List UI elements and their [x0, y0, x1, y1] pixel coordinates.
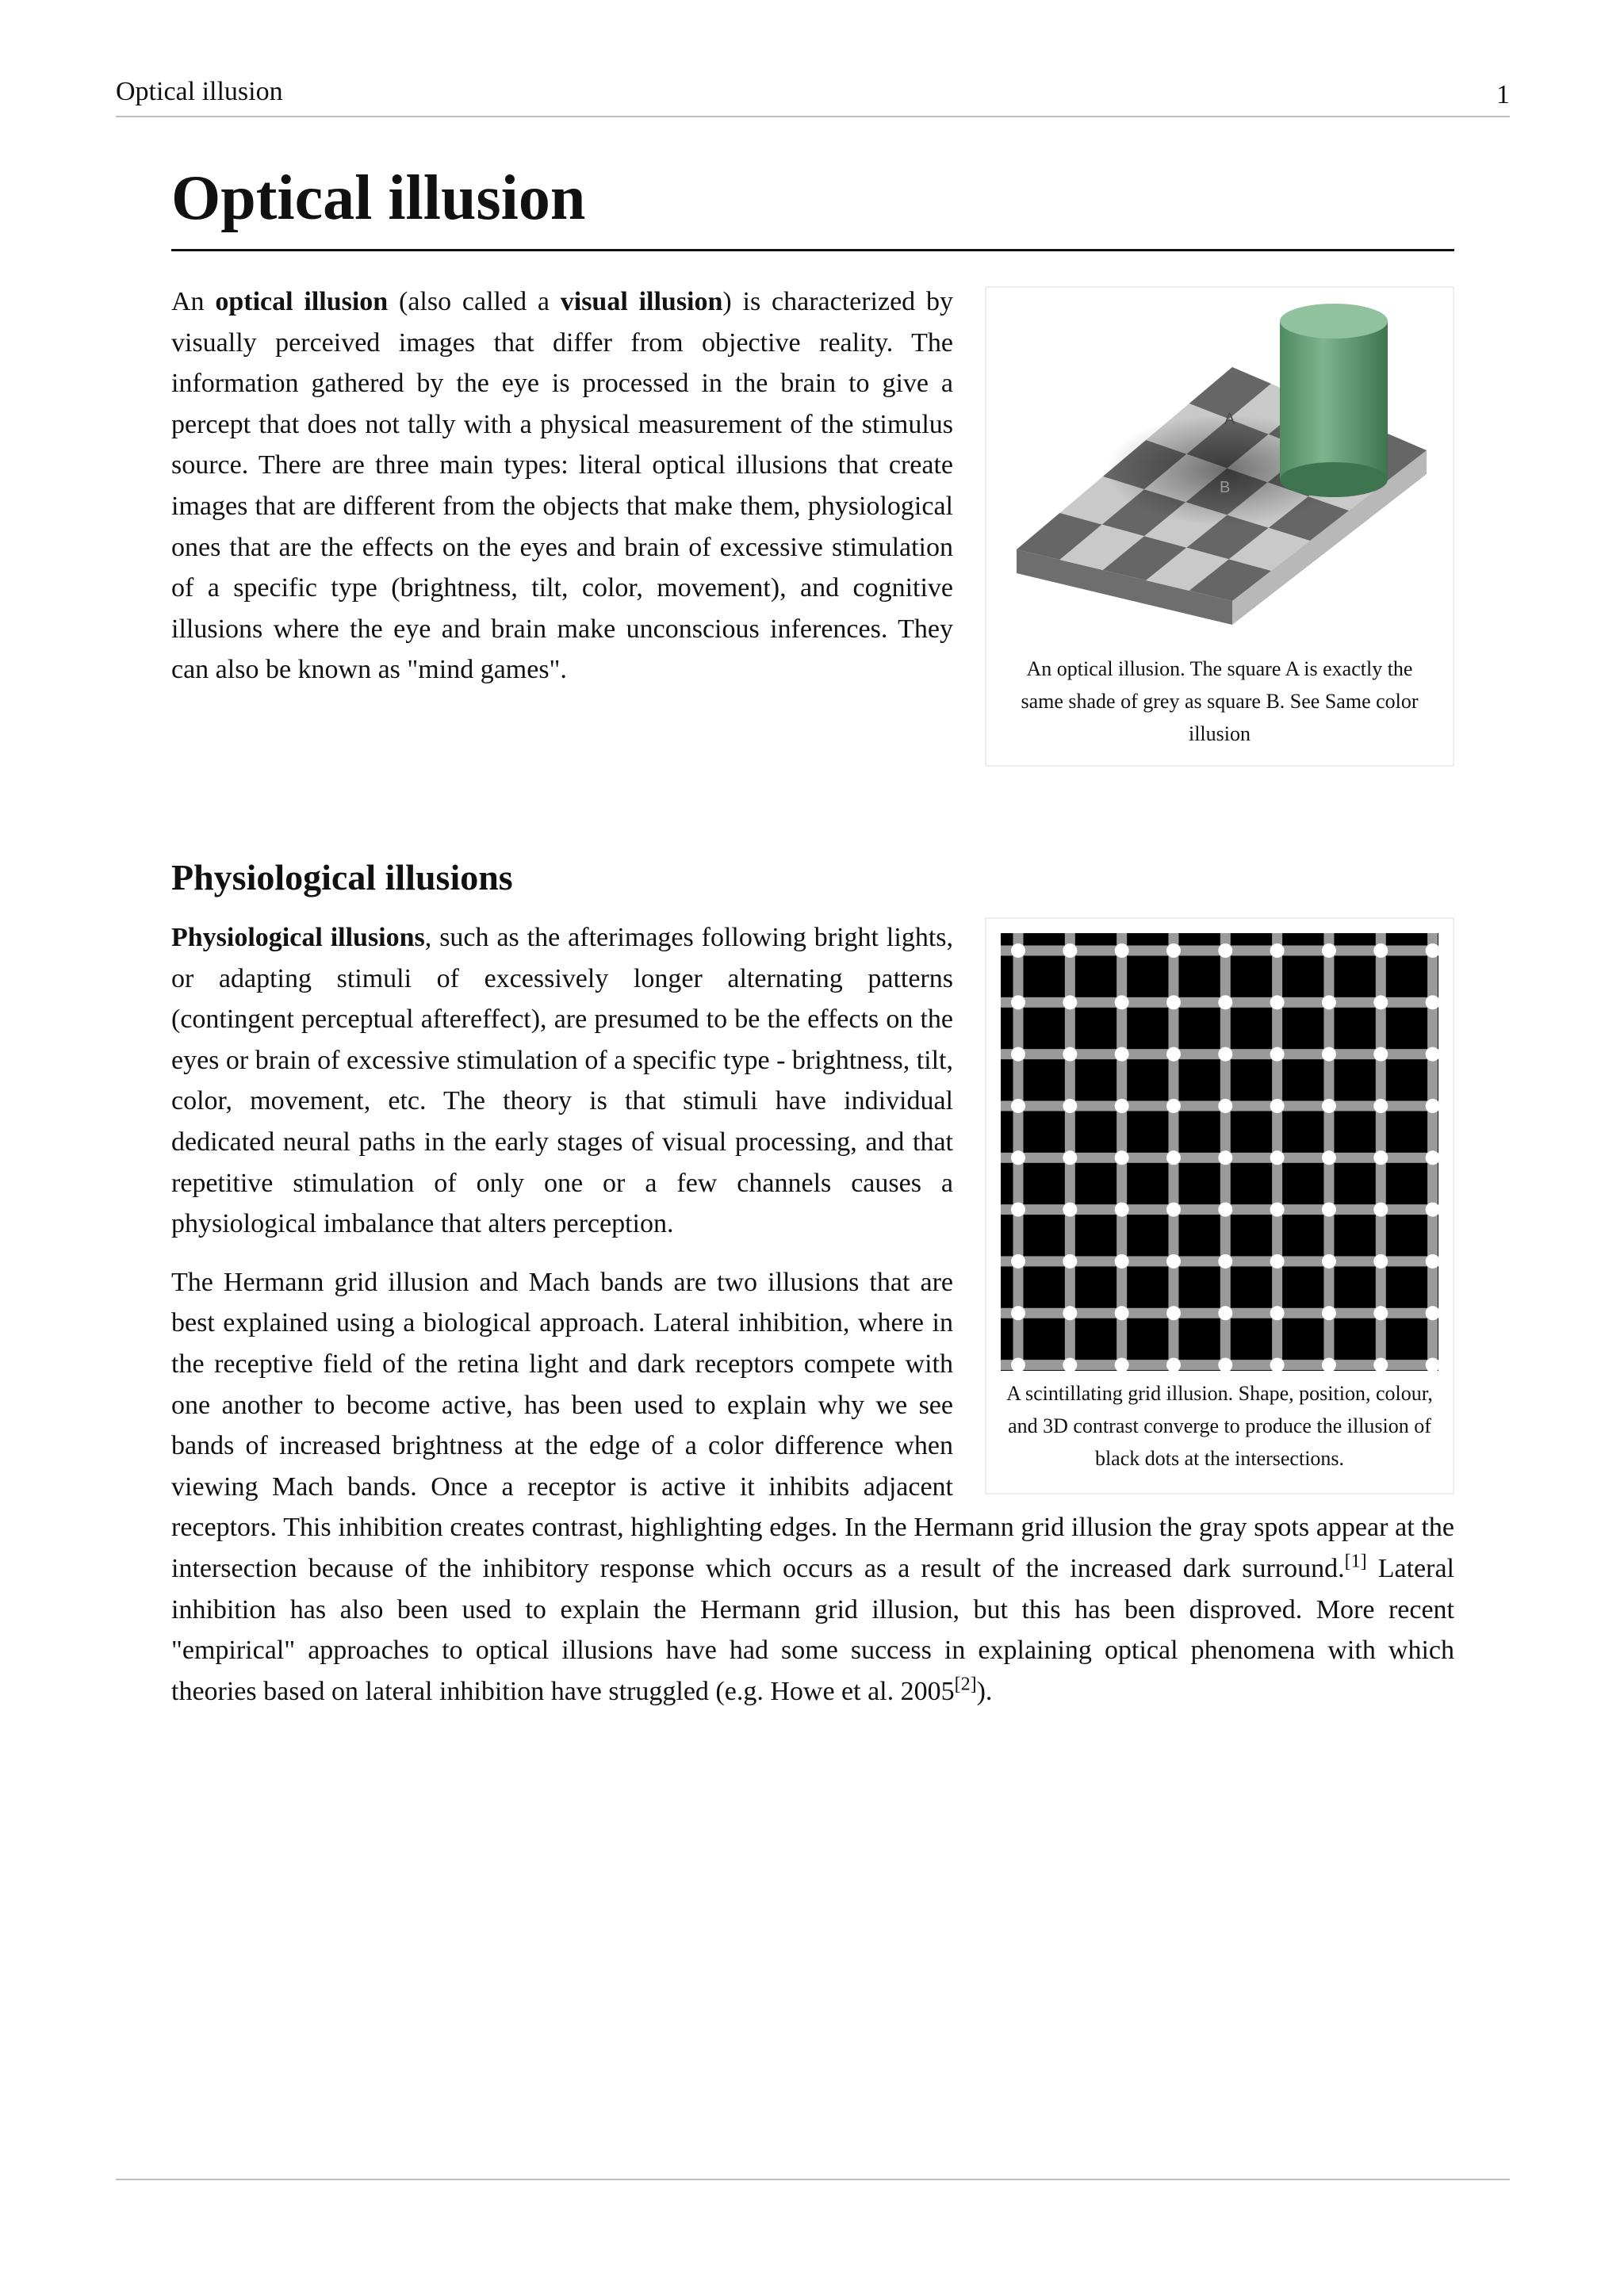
- grid-intersection-dot: [1166, 995, 1181, 1009]
- cylinder-base: [1280, 462, 1388, 497]
- physiological-paragraph-2: The Hermann grid illusion and Mach bands are two illusions that are best explained using a biological approach. Lateral inhibition, where in the receptive field of the retina light and dark receptors compete with one another to become active, has been used to explain why we see bands of increased brightness at the edge of a color difference when viewing Mach bands. Once a receptor is active it inhibits adjacent receptors. This inhibition creates contrast, highlighting edges. In the Hermann grid illusion the gray spots appear at the intersection because of the inhibitory response which occurs as a result of the increased dark surround.[1] Lateral inhibition has also been used to explain the Hermann grid illusion, but this has been disproved. More recent "empirical" approaches to optical illusions have had some success in explaining optical phenomena with which theories based on lateral inhibition have struggled (e.g. Howe et al. 2005[2]).: [171, 1267, 1454, 1706]
- grid-intersection-dot: [1166, 1254, 1181, 1269]
- reference-1[interactable]: [1]: [1344, 1551, 1367, 1572]
- grid-intersection-dot: [1166, 1150, 1181, 1165]
- grid-intersection-dot: [1218, 1306, 1232, 1320]
- grid-intersection-dot: [1373, 1150, 1388, 1165]
- page-number: 1: [1496, 80, 1510, 109]
- running-header: [116, 78, 1510, 117]
- grid-intersection-dot: [1011, 1099, 1025, 1113]
- grid-intersection-dot: [1166, 1358, 1181, 1372]
- grid-intersection-dot: [1322, 1047, 1336, 1062]
- grid-intersection-dot: [1063, 1203, 1077, 1217]
- grid-intersection-dot: [1063, 1099, 1077, 1113]
- grid-intersection-dot: [1426, 1358, 1440, 1372]
- grid-intersection-dot: [1270, 1254, 1285, 1269]
- grid-intersection-dot: [1426, 995, 1440, 1009]
- grid-intersection-dot: [1115, 1254, 1129, 1269]
- grid-intersection-dot: [1218, 995, 1232, 1009]
- reference-2[interactable]: [2]: [954, 1674, 977, 1695]
- grid-intersection-dot: [1115, 1306, 1129, 1320]
- grid-intersection-dot: [1011, 1306, 1025, 1320]
- grid-intersection-dot: [1218, 943, 1232, 958]
- grid-intersection-dot: [1011, 995, 1025, 1009]
- grid-intersection-dot: [1218, 1150, 1232, 1165]
- grid-intersection-dot: [1166, 1306, 1181, 1320]
- grid-intersection-dot: [1166, 943, 1181, 958]
- grid-intersection-dot: [1166, 1099, 1181, 1113]
- grid-intersection-dot: [1063, 1150, 1077, 1165]
- grid-intersection-dot: [1115, 1150, 1129, 1165]
- grid-intersection-dot: [1218, 1254, 1232, 1269]
- grid-intersection-dot: [1322, 1306, 1336, 1320]
- grid-intersection-dot: [1426, 1047, 1440, 1062]
- article-content: [171, 155, 1454, 1712]
- grid-intersection-dot: [1063, 943, 1077, 958]
- grid-intersection-dot: [1426, 1254, 1440, 1269]
- grid-intersection-dot: [1166, 1203, 1181, 1217]
- term-visual-illusion: visual illusion: [560, 287, 723, 316]
- footer-rule: [116, 2179, 1510, 2180]
- grid-intersection-dot: [1011, 1254, 1025, 1269]
- grid-intersection-dot: [1270, 1099, 1285, 1113]
- grid-intersection-dot: [1373, 1358, 1388, 1372]
- grid-intersection-dot: [1218, 1099, 1232, 1113]
- checker-shadow-caption: An optical illusion. The square A is exactly the same shade of grey as square B. See Same color illusion: [1021, 657, 1419, 745]
- running-header-title: Optical illusion: [116, 77, 283, 106]
- grid-intersection-dot: [1426, 1203, 1440, 1217]
- grid-intersection-dot: [1270, 1150, 1285, 1165]
- grid-intersection-dot: [1322, 1099, 1336, 1113]
- grid-intersection-dot: [1011, 1203, 1025, 1217]
- grid-intersection-dot: [1063, 1047, 1077, 1062]
- grid-intersection-dot: [1426, 1150, 1440, 1165]
- scintillating-grid-illustration: [986, 919, 1453, 1377]
- checker-shadow-illustration: [986, 288, 1453, 652]
- grid-intersection-dot: [1166, 1047, 1181, 1062]
- grid-intersection-dot: [1011, 943, 1025, 958]
- grid-intersection-dot: [1322, 1150, 1336, 1165]
- grid-intersection-dot: [1218, 1047, 1232, 1062]
- grid-intersection-dot: [1322, 995, 1336, 1009]
- cylinder-top: [1280, 304, 1388, 339]
- grid-intersection-dot: [1373, 995, 1388, 1009]
- grid-intersection-dot: [1373, 1099, 1388, 1113]
- grid-intersection-dot: [1270, 1047, 1285, 1062]
- grid-intersection-dot: [1063, 1254, 1077, 1269]
- grid-intersection-dot: [1218, 1358, 1232, 1372]
- grid-intersection-dot: [1115, 943, 1129, 958]
- grid-intersection-dot: [1270, 1203, 1285, 1217]
- grid-intersection-dot: [1270, 995, 1285, 1009]
- grid-intersection-dot: [1426, 943, 1440, 958]
- physiological-paragraph-1: Physiological illusions, such as the afterimages following bright lights, or adapting stimuli of excessively longer alternating patterns (contingent perceptual aftereffect), are presumed to be the effects on the eyes or brain of excessive stimulation of a specific type - brightness, tilt, color, movement, etc. The theory is that stimuli have individual dedicated neural paths in the early stages of visual processing, and that repetitive stimulation of only one or a few channels causes a physiological imbalance that alters perception.: [171, 923, 953, 1239]
- grid-intersection-dot: [1426, 1099, 1440, 1113]
- grid-intersection-dot: [1373, 1254, 1388, 1269]
- page-title: Optical illusion: [171, 155, 1454, 251]
- grid-intersection-dot: [1063, 995, 1077, 1009]
- section-heading-physiological: Physiological illusions: [171, 857, 513, 897]
- grid-intersection-dot: [1270, 943, 1285, 958]
- grid-intersection-dot: [1011, 1150, 1025, 1165]
- term-physiological-illusions: Physiological illusions: [171, 923, 425, 952]
- grid-intersection-dot: [1115, 1047, 1129, 1062]
- intro-paragraph: An optical illusion (also called a visual illusion) is characterized by visually perceived images that differ from objective reality. The information gathered by the eye is processed in the brain to give a percept that does not tally with a physical measurement of the stimulus source. There are three main types: literal optical illusions that create images that are different from the objects that make them, physiological ones that are the effects on the eyes and brain of excessive stimulation of a specific type (brightness, tilt, color, movement), and cognitive illusions where the eye and brain make unconscious inferences. They can also be known as "mind games".: [171, 287, 953, 685]
- grid-intersection-dot: [1115, 995, 1129, 1009]
- grid-intersection-dot: [1218, 1203, 1232, 1217]
- grid-intersection-dot: [1063, 1306, 1077, 1320]
- cylinder-body: [1280, 321, 1388, 480]
- checker-shadow-figure: [985, 286, 1454, 767]
- grid-intersection-dot: [1322, 943, 1336, 958]
- grid-intersection-dot: [1270, 1358, 1285, 1372]
- grid-intersection-dot: [1115, 1099, 1129, 1113]
- square-a-label: A: [1224, 411, 1235, 428]
- grid-intersection-dot: [1373, 1047, 1388, 1062]
- scintillating-grid-figure: [985, 917, 1454, 1494]
- term-optical-illusion: optical illusion: [215, 287, 389, 316]
- grid-intersection-dot: [1011, 1358, 1025, 1372]
- grid-intersection-dot: [1270, 1306, 1285, 1320]
- grid-intersection-dot: [1373, 1306, 1388, 1320]
- grid-intersection-dot: [1322, 1203, 1336, 1217]
- square-b-label: B: [1220, 479, 1231, 496]
- grid-intersection-dot: [1322, 1358, 1336, 1372]
- grid-intersection-dot: [1373, 1203, 1388, 1217]
- grid-intersection-dot: [1115, 1203, 1129, 1217]
- scintillating-grid-caption: A scintillating grid illusion. Shape, position, colour, and 3D contrast converge to produce the illusion of black dots at the intersections.: [1006, 1382, 1433, 1470]
- grid-intersection-dot: [1063, 1358, 1077, 1372]
- grid-intersection-dot: [1426, 1306, 1440, 1320]
- grid-intersection-dot: [1322, 1254, 1336, 1269]
- grid-intersection-dot: [1011, 1047, 1025, 1062]
- grid-intersection-dot: [1373, 943, 1388, 958]
- grid-intersection-dot: [1115, 1358, 1129, 1372]
